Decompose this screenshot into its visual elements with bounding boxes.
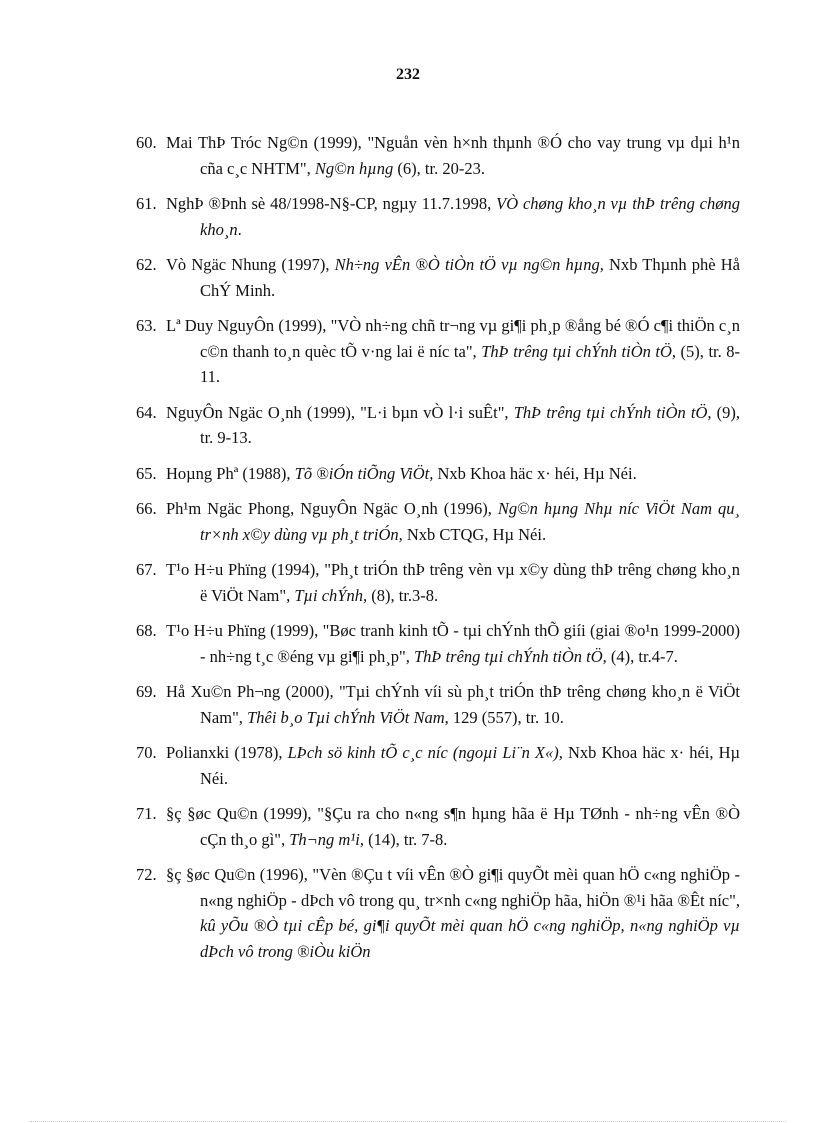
reference-title-italic: Tµi chÝnh, [294,585,368,605]
reference-text-segment: §ç §øc Qu©n (1999), "§Çu ra cho n«ng s¶n hµng hãa ë Hµ TØnh - nh÷ng vÊn ®Ò cÇn th¸o gì", [166,804,740,849]
reference-number: 68. [136,621,157,640]
reference-title-italic: Ng©n hµng [314,158,394,178]
reference-entry [136,461,740,487]
reference-text [166,464,637,483]
reference-title-italic: kû yÕu ®Ò tµi cÊp bé, gi¶i quyÕt mèi quan hÖ c«ng nghiÖp, n«ng nghiÖp vµ dÞch vô trong ®iÒu kiÖn [200,916,740,961]
reference-text-segment: (14), tr. 7-8. [364,829,448,849]
reference-text [166,804,740,849]
reference-text [166,255,740,300]
reference-entry [136,618,740,669]
reference-text [166,403,740,448]
reference-number: 67. [136,560,157,579]
reference-title-italic: LÞch sö kinh tÕ c¸c níc (ngoµi Li¨n X«), [287,743,563,762]
reference-entry [136,740,740,791]
reference-text-segment: NguyÔn Ngäc O¸nh (1999), "L·i bµn vÒ l·i suÊt", [166,402,514,422]
reference-text [166,621,740,666]
reference-text-segment: Mai ThÞ Tróc Ng©n (1999), "Nguån vèn h×nh thµnh ®Ó cho vay trung vµ dµi h¹n cña c¸c NHTM", [166,133,740,178]
reference-text-segment: . [237,219,242,239]
reference-entry [136,496,740,547]
reference-number: 66. [136,499,157,518]
reference-text [166,316,740,386]
reference-entry [136,313,740,390]
reference-entry [136,252,740,303]
reference-entry [136,679,740,730]
reference-text-segment: Nxb Thµnh phè Hå ChÝ Minh. [200,255,740,300]
reference-text-segment: Polianxki (1978), [166,743,288,762]
reference-title-italic: Ng©n hµng Nhµ níc ViÖt Nam qu¸ tr×nh x©y dùng vµ ph¸t triÓn, [200,499,740,544]
reference-title-italic: Tõ ®iÓn tiÕng ViÖt, [294,463,434,483]
reference-text-segment: Nxb Khoa häc x· héi, Hµ Néi. [200,743,740,788]
reference-text [166,194,740,239]
reference-number: 63. [136,316,157,335]
reference-text-segment: Vò Ngäc Nhung (1997), [166,255,335,274]
reference-text-segment: Ph¹m Ngäc Phong, NguyÔn Ngäc O¸nh (1996), [166,499,498,518]
reference-text-segment: Hå Xu©n Ph¬ng (2000), "Tµi chÝnh víi sù ph¸t triÓn thÞ trêng chøng kho¸n ë ViÖt Nam", [166,682,740,727]
reference-title-italic: VÒ chøng kho¸n vµ thÞ trêng chøng kho¸n [200,194,740,239]
reference-text-segment: 129 (557), tr. 10. [448,707,564,727]
page-number: 232 [396,66,420,83]
reference-number: 72. [136,865,157,884]
reference-title-italic: ThÞ trêng tµi chÝnh tiÒn tÖ, [413,646,607,666]
reference-title-italic: Th¬ng m¹i, [289,829,364,849]
reference-text [166,682,740,727]
reference-list [136,130,740,974]
reference-text-segment: T¹o H÷u Phïng (1994), "Ph¸t triÓn thÞ trêng vèn vµ x©y dùng thÞ trêng chøng kho¸n ë ViÖt Nam", [166,560,740,605]
reference-text-segment: (8), tr.3-8. [367,585,439,605]
reference-number: 70. [136,743,157,762]
reference-text-segment: §ç §øc Qu©n (1996), "Vèn ®Çu t víi vÊn ®Ò gi¶i quyÕt mèi quan hÖ c«ng nghiÖp - n«ng nghiÖp - dÞch vô trong qu¸ tr×nh c«ng nghiÖp hãa, hiÖn ®¹i hãa ®Êt níc", [166,865,740,910]
page-bottom-divider [30,1121,786,1122]
reference-text-segment: Hoµng Phª (1988), [166,463,295,483]
reference-entry [136,130,740,181]
reference-text-segment: Nxb Khoa häc x· héi, Hµ Néi. [433,463,637,483]
reference-number: 71. [136,804,157,823]
reference-text-segment: Nxb CTQG, Hµ Néi. [402,524,547,544]
reference-text [166,560,740,605]
reference-number: 61. [136,194,157,213]
reference-number: 62. [136,255,157,274]
reference-text-segment: T¹o H÷u Phïng (1999), "Bøc tranh kinh tÕ - tµi chÝnh thÕ giíi (giai ®o¹n 1999-2000) - nh÷ng t¸c ®éng vµ gi¶i ph¸p", [166,621,740,666]
reference-entry [136,862,740,964]
reference-title-italic: Nh÷ng vÊn ®Ò tiÒn tÖ vµ ng©n hµng, [334,255,604,274]
reference-text [166,133,740,178]
reference-text-segment: (6), tr. 20-23. [393,158,485,178]
reference-text [166,743,740,788]
reference-number: 64. [136,402,157,422]
reference-text-segment: NghÞ ®Þnh sè 48/1998-N§-CP, ngµy 11.7.1998, [166,194,497,213]
reference-number: 60. [136,133,157,152]
reference-text [166,865,740,961]
reference-title-italic: ThÞ trêng tµi chÝnh tiÒn tÖ, [513,402,712,422]
reference-text-segment: Lª Duy NguyÔn (1999), "VÒ nh÷ng chñ tr¬ng vµ gi¶i ph¸p ®ång bé ®Ó c¶i thiÖn c¸n c©n thanh to¸n quèc tÕ v·ng lai ë níc ta", [166,316,740,361]
reference-title-italic: Thêi b¸o Tµi chÝnh ViÖt Nam, [247,707,449,727]
reference-text-segment: (4), tr.4-7. [606,646,678,666]
reference-number: 69. [136,682,157,701]
reference-entry [136,400,740,451]
reference-entry [136,191,740,242]
reference-text-segment: (9), tr. 9-13. [200,402,741,447]
reference-text [166,499,740,544]
reference-entry [136,801,740,852]
reference-text-segment: (5), tr. 8-11. [200,341,740,386]
reference-entry [136,557,740,608]
reference-title-italic: ThÞ trêng tµi chÝnh tiÒn tÖ, [481,341,677,361]
reference-number: 65. [136,463,157,483]
